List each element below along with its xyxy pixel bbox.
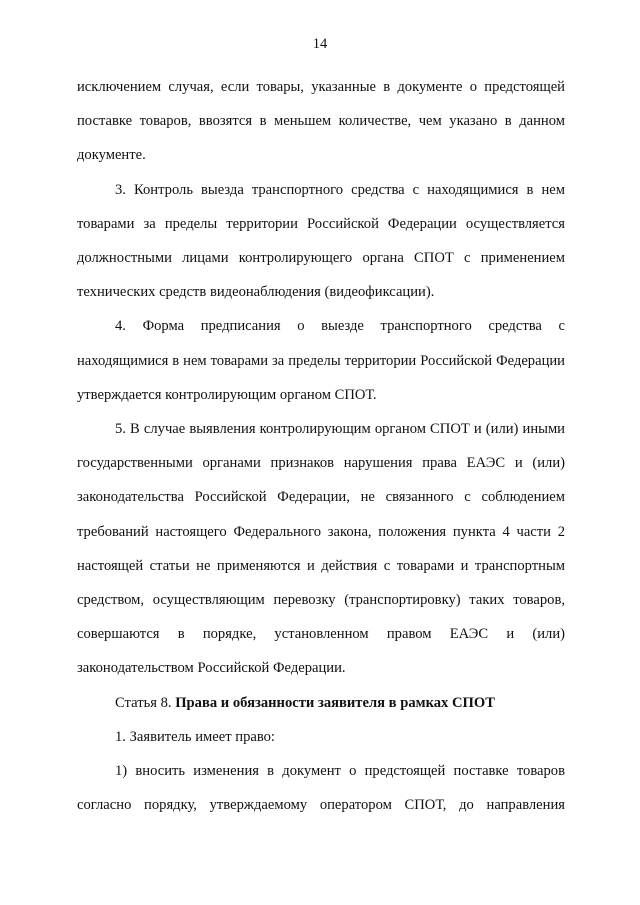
- paragraph-item-4: 4. Форма предписания о выезде транспортного средства с находящимися в нем товарами за пределы территории Российской Федерации утверждается контролирующим органом СПОТ.: [77, 318, 565, 403]
- paragraph-item-5: 5. В случае выявления контролирующим органом СПОТ и (или) иными государственными органами признаков нарушения права ЕАЭС и (или) законодательства Российской Федерации, не связанного с соблюдением требований настоящего Федерального закона, положения пункта 4 части 2 настоящей статьи не применяются и действия с товарами и транспортным средством, осуществляющим перевозку (транспортировку) таких товаров, совершаются в порядке, установленном правом ЕАЭС и (или) законодательством Российской Федерации.: [77, 421, 565, 677]
- page-number: 14: [312, 36, 328, 52]
- clause-1-subitem-1: 1) вносить изменения в документ о предстоящей поставке товаров согласно порядку, утверждаемому оператором СПОТ, до направления: [77, 763, 565, 814]
- clause-1: 1. Заявитель имеет право:: [115, 728, 275, 745]
- article-number: Статья 8.: [115, 694, 172, 711]
- paragraph-continuation: исключением случая, если товары, указанные в документе о предстоящей поставке товаров, ввозятся в меньшем количестве, чем указано в данном документе.: [77, 79, 565, 164]
- article-title: Права и обязанности заявителя в рамках СПОТ: [175, 694, 495, 711]
- paragraph-item-3: 3. Контроль выезда транспортного средства с находящимися в нем товарами за пределы территории Российской Федерации осуществляется должностными лицами контролирующего органа СПОТ с применением технических средств видеонаблюдения (видеофиксации).: [77, 181, 565, 301]
- document-body: [77, 70, 565, 822]
- article-heading: [77, 686, 565, 720]
